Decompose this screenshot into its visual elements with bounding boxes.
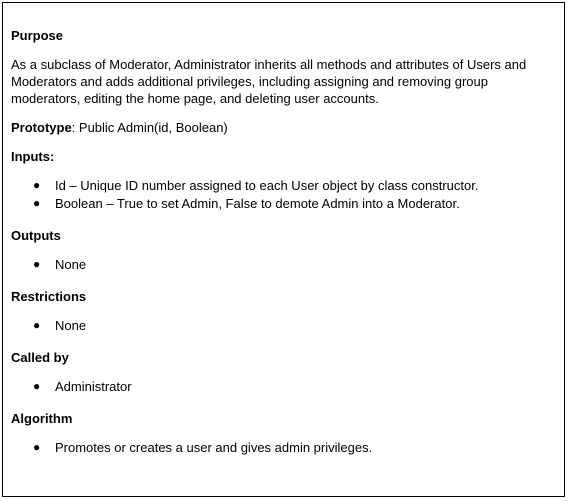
list-item: [11, 195, 556, 212]
list-item: [11, 256, 556, 273]
output-item: None: [55, 257, 87, 272]
algorithm-heading: Algorithm: [11, 411, 73, 426]
bullet-icon: ●: [33, 440, 41, 454]
inputs-list: [11, 177, 556, 212]
purpose-text: As a subclass of Moderator, Administrator inherits all methods and attributes of Users and Moderators and adds additional privileges, including assigning and removing group moderators, editing the home page, and deleting user accounts.: [11, 57, 527, 106]
bullet-icon: ●: [33, 178, 41, 192]
algorithm-item: Promotes or creates a user and gives admin privileges.: [55, 440, 373, 455]
outputs-heading: Outputs: [11, 228, 61, 243]
input-item-boolean: Boolean – True to set Admin, False to demote Admin into a Moderator.: [55, 196, 460, 211]
method-spec-content: [11, 27, 556, 457]
restrictions-heading: Restrictions: [11, 289, 87, 304]
prototype-label: Prototype: [11, 120, 72, 135]
called-by-item: Administrator: [55, 379, 132, 394]
bullet-icon: ●: [33, 379, 41, 393]
list-item: [11, 439, 556, 456]
called-by-list: [11, 378, 556, 395]
outputs-list: [11, 256, 556, 273]
list-item: [11, 317, 556, 334]
algorithm-list: [11, 439, 556, 456]
restriction-item: None: [55, 318, 87, 333]
bullet-icon: ●: [33, 196, 41, 210]
input-item-id: Id – Unique ID number assigned to each User object by class constructor.: [55, 178, 479, 193]
prototype-line: [11, 119, 556, 136]
prototype-value: : Public Admin(id, Boolean): [71, 120, 228, 135]
inputs-heading: Inputs:: [11, 149, 55, 164]
method-spec-box: [2, 2, 565, 497]
bullet-icon: ●: [33, 318, 41, 332]
restrictions-list: [11, 317, 556, 334]
bullet-icon: ●: [33, 257, 41, 271]
called-by-heading: Called by: [11, 350, 69, 365]
list-item: [11, 177, 556, 194]
list-item: [11, 378, 556, 395]
purpose-heading: Purpose: [11, 28, 64, 43]
